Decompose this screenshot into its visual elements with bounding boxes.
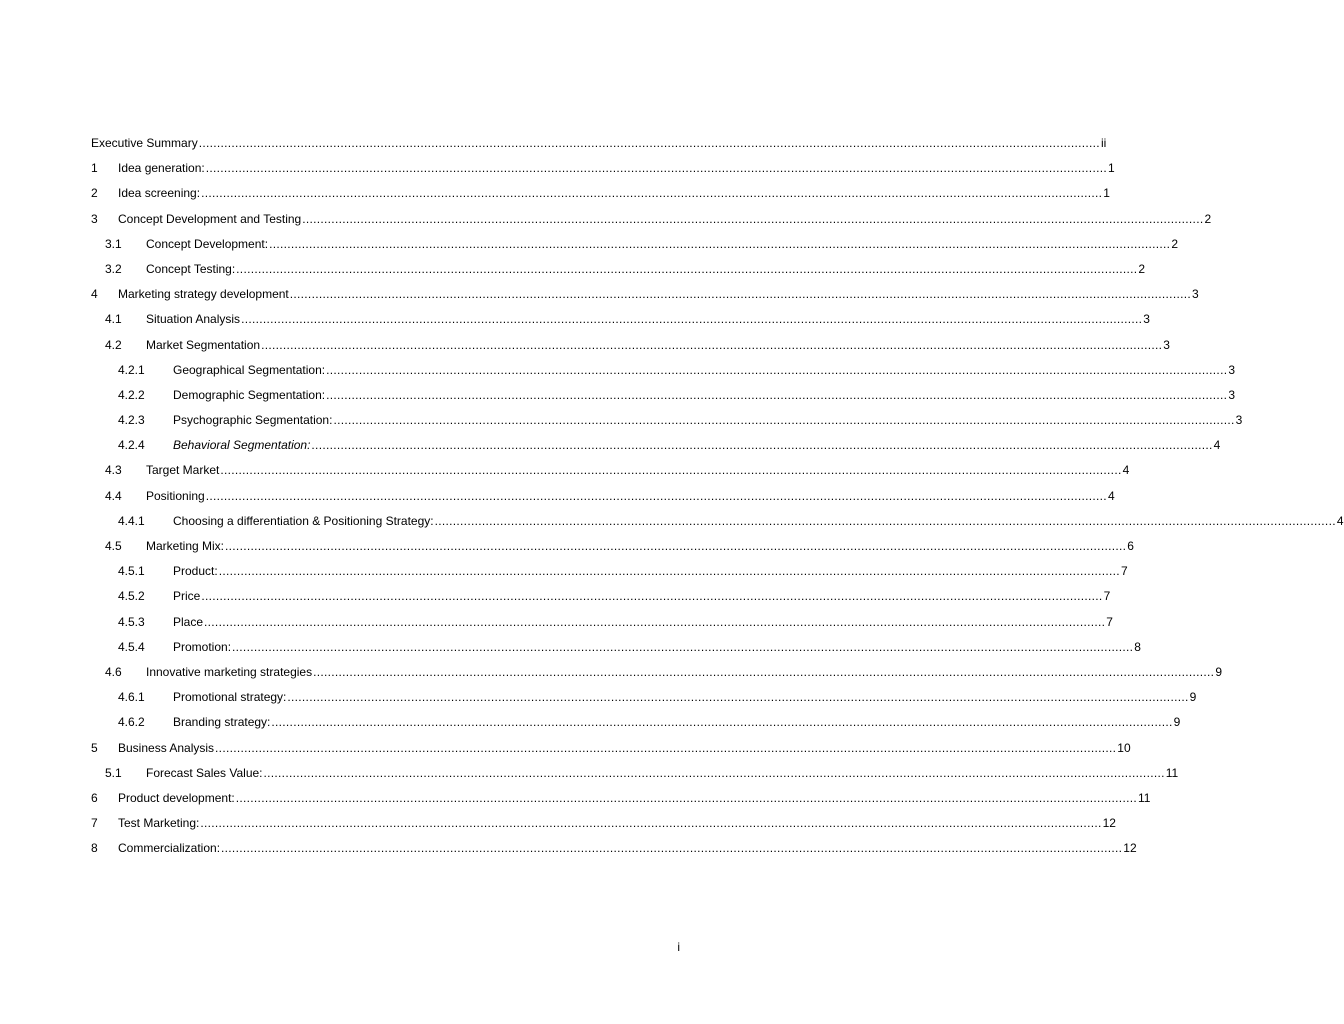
toc-entry-number: 4.5.3: [118, 614, 145, 629]
toc-entry-title: Innovative marketing strategies: [146, 664, 313, 679]
toc-entry-number: 4.5.4: [118, 639, 145, 654]
toc-entry-page: 7: [1103, 589, 1111, 604]
toc-entry-page: ii: [1100, 136, 1107, 150]
toc-entry-title: Forecast Sales Value:: [146, 765, 263, 780]
toc-entry-title: Marketing strategy development: [118, 287, 289, 302]
toc-entry[interactable]: [91, 610, 1113, 635]
toc-dot-leader: [326, 383, 1227, 408]
toc-entry-page: 4: [1122, 463, 1130, 478]
toc-entry-title: Idea generation:: [118, 161, 205, 176]
toc-entry-page: 3: [1192, 287, 1199, 302]
toc-entry-number: 4.5.2: [118, 589, 145, 604]
toc-entry-page: 12: [1102, 816, 1116, 831]
toc-entry-number: 6: [91, 790, 98, 805]
toc-dot-leader: [206, 484, 1107, 509]
toc-entry[interactable]: [91, 408, 1243, 433]
toc-dot-leader: [225, 534, 1126, 559]
toc-entry-title: Promotional strategy:: [173, 690, 287, 705]
toc-entry-title: Positioning: [146, 488, 205, 503]
toc-entry[interactable]: [91, 383, 1236, 408]
toc-entry-title: Commercialization:: [118, 841, 221, 856]
toc-entry-title: Situation Analysis: [146, 312, 241, 327]
toc-dot-leader: [435, 509, 1336, 534]
toc-entry-number: 4.6: [105, 664, 122, 679]
toc-entry-title: Target Market: [146, 463, 220, 478]
toc-entry-title: Business Analysis: [118, 740, 215, 755]
toc-entry-page: 7: [1120, 564, 1128, 579]
toc-entry-number: 4.2.3: [118, 413, 145, 428]
toc-entry[interactable]: [91, 232, 1178, 257]
toc-entry-page: 4: [1336, 513, 1344, 528]
toc-entry-page: 9: [1173, 715, 1181, 730]
toc-entry-title: Place: [173, 614, 204, 629]
toc-entry-number: 5: [91, 740, 98, 755]
toc-entry-title: Product:: [173, 564, 218, 579]
toc-entry-page: 3: [1143, 312, 1150, 327]
toc-entry-title: Choosing a differentiation & Positioning Strategy:: [173, 513, 434, 528]
toc-entry-page: 4: [1107, 488, 1115, 503]
toc-entry-page: 3: [1235, 413, 1243, 428]
toc-entry-number: 4.2: [105, 337, 122, 352]
toc-entry[interactable]: [91, 207, 1212, 232]
toc-entry-number: 4.4: [105, 488, 122, 503]
toc-entry-page: 6: [1127, 539, 1134, 553]
toc-entry[interactable]: [91, 736, 1131, 761]
toc-entry-number: 2: [91, 186, 98, 201]
toc-dot-leader: [232, 635, 1133, 660]
toc-entry[interactable]: [91, 282, 1199, 307]
toc-entry[interactable]: [91, 307, 1150, 332]
toc-entry[interactable]: [91, 559, 1128, 584]
toc-dot-leader: [200, 811, 1101, 836]
toc-dot-leader: [271, 710, 1172, 735]
toc-entry-title: Market Segmentation: [146, 337, 261, 352]
toc-entry-page: 4: [1213, 438, 1221, 453]
toc-entry-title: Concept Development:: [146, 236, 269, 251]
toc-dot-leader: [236, 257, 1137, 282]
toc-entry-number: 4.1: [105, 312, 122, 327]
toc-entry-page: 2: [1204, 211, 1212, 226]
toc-entry-number: 7: [91, 816, 98, 831]
toc-entry-page: 1: [1107, 161, 1115, 176]
toc-entry-number: 4.5: [105, 539, 122, 553]
toc-entry-title: Idea screening:: [118, 186, 201, 201]
toc-dot-leader: [326, 358, 1227, 383]
toc-entry-number: 8: [91, 841, 98, 856]
toc-entry-page: 8: [1134, 639, 1141, 654]
toc-entry-page: 9: [1189, 690, 1197, 705]
toc-entry-number: 3.2: [105, 261, 122, 276]
toc-dot-leader: [302, 207, 1203, 232]
toc-entry-page: 9: [1215, 664, 1223, 679]
toc-dot-leader: [206, 156, 1107, 181]
table-of-contents: [91, 131, 1344, 861]
toc-entry[interactable]: [91, 811, 1116, 836]
toc-dot-leader: [221, 836, 1122, 861]
toc-entry[interactable]: [91, 484, 1115, 509]
toc-entry-page: 2: [1138, 261, 1146, 276]
toc-entry-page: 3: [1163, 337, 1170, 352]
toc-entry-page: 12: [1123, 841, 1137, 856]
toc-entry-title: Test Marketing:: [118, 816, 200, 831]
toc-dot-leader: [269, 232, 1170, 257]
toc-entry[interactable]: [91, 660, 1223, 685]
toc-entry-page: 7: [1106, 614, 1113, 629]
toc-entry-title: Concept Testing:: [146, 261, 236, 276]
toc-entry[interactable]: [91, 458, 1130, 483]
toc-entry[interactable]: [91, 181, 1110, 206]
toc-entry-title: Demographic Segmentation:: [173, 387, 326, 402]
toc-entry[interactable]: [91, 156, 1115, 181]
toc-entry-number: 5.1: [105, 765, 122, 780]
page-number: i: [677, 940, 680, 954]
toc-entry-page: 10: [1117, 740, 1131, 755]
toc-entry-number: 1: [91, 161, 98, 176]
toc-entry-number: 4: [91, 287, 98, 302]
toc-dot-leader: [215, 736, 1116, 761]
toc-entry[interactable]: [91, 786, 1151, 811]
toc-entry-title: Concept Development and Testing: [118, 211, 302, 226]
toc-dot-leader: [313, 660, 1214, 685]
toc-dot-leader: [201, 584, 1102, 609]
toc-entry-title: Marketing Mix:: [146, 539, 225, 553]
toc-entry-number: 4.6.1: [118, 690, 145, 705]
toc-entry[interactable]: [91, 761, 1179, 786]
toc-entry[interactable]: [91, 836, 1137, 861]
toc-dot-leader: [219, 559, 1120, 584]
toc-entry[interactable]: [91, 257, 1146, 282]
toc-entry[interactable]: [91, 131, 1107, 156]
toc-entry[interactable]: [91, 509, 1344, 534]
toc-entry-number: 3: [91, 211, 98, 226]
toc-dot-leader: [236, 786, 1137, 811]
toc-entry[interactable]: [91, 584, 1111, 609]
toc-entry[interactable]: [91, 685, 1197, 710]
toc-entry-number: 3.1: [105, 236, 122, 251]
toc-entry-title: Product development:: [118, 790, 235, 805]
toc-entry-title: Branding strategy:: [173, 715, 271, 730]
toc-entry-number: 4.6.2: [118, 715, 145, 730]
toc-dot-leader: [201, 181, 1102, 206]
toc-dot-leader: [199, 131, 1100, 156]
toc-dot-leader: [204, 610, 1105, 635]
toc-entry-number: 4.3: [105, 463, 122, 478]
toc-entry-title: Executive Summary: [91, 136, 198, 150]
toc-entry-number: 4.2.4: [118, 438, 145, 453]
toc-entry-number: 4.2.1: [118, 362, 145, 377]
toc-entry[interactable]: [91, 333, 1170, 358]
toc-entry-title: Psychographic Segmentation:: [173, 413, 333, 428]
toc-entry-page: 1: [1103, 186, 1110, 201]
toc-dot-leader: [220, 458, 1121, 483]
toc-dot-leader: [261, 333, 1162, 358]
toc-dot-leader: [287, 685, 1188, 710]
toc-entry-page: 3: [1228, 362, 1236, 377]
toc-dot-leader: [290, 282, 1191, 307]
toc-entry-title: Behavioral Segmentation:: [173, 438, 311, 453]
toc-entry[interactable]: [91, 710, 1181, 735]
toc-dot-leader: [241, 307, 1142, 332]
toc-entry-number: 4.2.2: [118, 387, 145, 402]
toc-dot-leader: [264, 761, 1165, 786]
toc-entry-page: 3: [1228, 387, 1236, 402]
toc-entry-page: 11: [1137, 790, 1151, 805]
toc-entry[interactable]: [91, 635, 1141, 660]
toc-entry-title: Promotion:: [173, 639, 232, 654]
toc-entry-page: 2: [1171, 236, 1178, 251]
toc-entry-page: 11: [1165, 765, 1179, 780]
toc-entry[interactable]: [91, 534, 1134, 559]
toc-entry-number: 4.5.1: [118, 564, 145, 579]
toc-entry-number: 4.4.1: [118, 513, 145, 528]
toc-entry-title: Geographical Segmentation:: [173, 362, 326, 377]
toc-dot-leader: [311, 433, 1212, 458]
toc-entry[interactable]: [91, 433, 1221, 458]
toc-entry-title: Price: [173, 589, 201, 604]
toc-dot-leader: [333, 408, 1234, 433]
toc-entry[interactable]: [91, 358, 1236, 383]
